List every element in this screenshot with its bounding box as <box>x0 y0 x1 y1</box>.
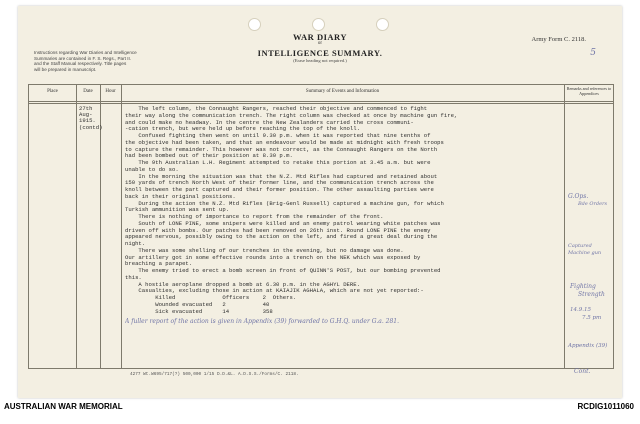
subtitle-note: (Erase heading not required.) <box>293 58 347 63</box>
print-line: 4277 Wt.W695/717(?) 500,000 1/15 D.D.&L. A.D.S.S./Forms/C. 2118. <box>130 372 299 377</box>
punch-hole <box>248 18 261 31</box>
column-divider <box>564 85 565 368</box>
header-rule <box>29 101 613 102</box>
margin-note: Captured <box>568 243 592 249</box>
margin-note: 14.9.15 <box>570 307 591 313</box>
header-remarks: Remarks and references to Appendices <box>566 86 612 96</box>
margin-note: 7.5 pm <box>582 315 602 321</box>
diary-page <box>18 6 622 398</box>
header-rule <box>29 103 613 104</box>
margin-note: G.Ops. <box>568 193 589 200</box>
instructions: Instructions regarding War Diaries and Intelligence Summaries are contained in F. S. Regs., Part II. and the Staff Manual respectively. Title pages will be prepared in manuscript. <box>34 50 137 72</box>
margin-note: Appendix (39) <box>568 343 608 349</box>
diary-title: WAR DIARY <box>292 32 348 42</box>
header-date: Date <box>83 89 93 94</box>
margin-note: Machine gun <box>568 250 602 256</box>
punch-hole <box>376 18 389 31</box>
margin-note: Fighting <box>570 283 596 290</box>
entry-text: The left column, the Connaught Rangers, reached their objective and commenced to fight their way along the communication trench. The right column was checked at once by machine gun fire, and could make no headway. In the centre the New Zealanders carried the cross communi- -cation trench, but were held up before reaching the top of the knoll. Confused fighting then went on until 9.30 p.m. when it was reported that nine tenths of the objective had been taken, and that an endeavour would be made at midnight with fresh troops to capture the remainder. This however was not correct, as the Connaught Rangers on the North had been bombed out of their position at 8.30 p.m. The 9th Australian L.H. Regiment attempted to retake this portion at 3.45 a.m. but were unable to do so. In the morning the situation was that the N.Z. Mtd Rifles had captured and retained about 150 yards of trench North West of their former line, and the communication trench across the knoll between the part captured and their former position. The other assaulting parties were back in their original positions. During the action the N.Z. Mtd Rifles (Brig-Genl Russell) captured a machine gun, for which Turkish ammunition was sent up. There is nothing of importance to report from the remainder of the front. South of LONE PINE, some snipers were killed and an enemy patrol wearing white patches was driven off with bombs. Our patches had been removed on 26th inst. Round LONE PINE the enemy appeared nervous, possibly owing to the action on the left, and fired a great deal during the night. There was some shelling of our trenches in the evening, but no damage was done. Our artillery got in some effective rounds into a trench on the NEK which was exposed by breaching a parapet. The enemy tried to erect a bomb screen in front of QUINN'S POST, but our bombing prevented this. A hostile aeroplane dropped a bomb at 6.30 p.m. in the AGHYL DERE. Casualties, excluding those in action at KAIAJIK AGHALA, which are not yet reported:- Killed Officers 2 Others. Wounded evacuated 2 40 Sick evacuated 14 358 A fuller report of the action is given in Appendix (39) forwarded to G.H.Q. under G.a. 281. <box>125 106 563 325</box>
punch-hole <box>312 18 325 31</box>
margin-note: Bde Orders <box>578 201 608 207</box>
column-divider <box>121 85 122 368</box>
header-summary: Summary of Events and Information <box>305 89 380 94</box>
title-or: or <box>317 41 323 46</box>
caption-right: RCDIG1011060 <box>577 402 634 411</box>
header-hour: Hour <box>105 89 116 94</box>
column-divider <box>76 85 77 368</box>
header-place: Place <box>47 89 58 94</box>
caption-left: AUSTRALIAN WAR MEMORIAL <box>4 402 123 411</box>
entry-date: 27th Aug- 1915. (contd) <box>79 105 103 131</box>
form-number: Army Form C. 2118. <box>531 36 586 43</box>
handwritten-note: A fuller report of the action is given in Appendix (39) forwarded to G.H.Q. under G.a. 281. <box>125 318 399 326</box>
diary-subtitle: INTELLIGENCE SUMMARY. <box>257 48 383 58</box>
margin-note: Cont. <box>574 368 591 375</box>
page-number: 5 <box>590 48 596 58</box>
margin-note: Strength <box>578 291 605 298</box>
